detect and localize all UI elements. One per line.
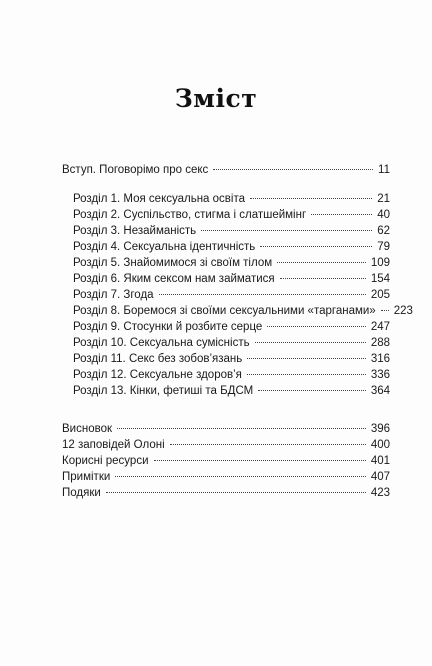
dot-leader bbox=[159, 294, 366, 295]
toc-entry-label: Розділ 7. Згода bbox=[73, 289, 154, 301]
toc-entry-label: Вступ. Поговорімо про секс bbox=[62, 164, 209, 176]
dot-leader bbox=[258, 390, 366, 391]
toc-entry-label: Розділ 2. Суспільство, стигма і слатшеймінг bbox=[73, 209, 307, 221]
toc-entry-back-matter bbox=[62, 437, 390, 453]
toc-entry-label: Розділ 11. Секс без зобов’язань bbox=[73, 353, 243, 365]
toc-entry-intro bbox=[62, 162, 390, 178]
toc-entry-label: Розділ 3. Незайманість bbox=[73, 225, 197, 237]
dot-leader bbox=[311, 214, 372, 215]
toc-entry-back-matter bbox=[62, 469, 390, 485]
dot-leader bbox=[154, 460, 366, 461]
table-of-contents bbox=[62, 162, 413, 501]
toc-entry-page: 316 bbox=[370, 353, 390, 365]
toc-entry-chapter bbox=[62, 319, 390, 335]
toc-entry-page: 79 bbox=[377, 241, 390, 253]
toc-entry-label: Розділ 6. Яким сексом нам займатися bbox=[73, 273, 275, 285]
toc-entry-page: 247 bbox=[370, 321, 390, 333]
toc-entry-page: 11 bbox=[378, 164, 390, 176]
toc-entry-chapter bbox=[62, 207, 390, 223]
toc-entry-page: 205 bbox=[370, 289, 390, 301]
toc-entry-page: 364 bbox=[370, 385, 390, 397]
toc-entry-label: Розділ 1. Моя сексуальна освіта bbox=[73, 193, 245, 205]
dot-leader bbox=[117, 428, 366, 429]
dot-leader bbox=[260, 246, 372, 247]
toc-entry-page: 109 bbox=[370, 257, 390, 269]
toc-entry-label: Корисні ресурси bbox=[62, 455, 149, 467]
toc-entry-page: 401 bbox=[370, 455, 390, 467]
page-title: Зміст bbox=[174, 84, 258, 113]
toc-entry-chapter bbox=[62, 239, 390, 255]
toc-entry-label: Розділ 4. Сексуальна ідентичність bbox=[73, 241, 256, 253]
dot-leader bbox=[170, 444, 366, 445]
toc-entry-chapter bbox=[62, 191, 390, 207]
toc-entry-chapter bbox=[62, 271, 390, 287]
toc-entry-page: 223 bbox=[393, 305, 413, 317]
toc-entry-label: Розділ 12. Сексуальне здоров’я bbox=[73, 369, 242, 381]
toc-entry-page: 40 bbox=[377, 209, 390, 221]
toc-entry-page: 407 bbox=[370, 471, 390, 483]
dot-leader bbox=[277, 262, 366, 263]
dot-leader bbox=[250, 198, 372, 199]
toc-entry-label: Примітки bbox=[62, 471, 111, 483]
toc-entry-page: 62 bbox=[377, 225, 390, 237]
toc-entry-label: Розділ 10. Сексуальна сумісність bbox=[73, 337, 250, 349]
toc-entry-page: 336 bbox=[370, 369, 390, 381]
toc-entry-chapter bbox=[62, 367, 390, 383]
dot-leader bbox=[381, 310, 389, 311]
toc-entry-page: 396 bbox=[370, 423, 390, 435]
toc-entry-page: 288 bbox=[370, 337, 390, 349]
dot-leader bbox=[201, 230, 372, 231]
toc-entry-chapter bbox=[62, 351, 390, 367]
dot-leader bbox=[115, 476, 366, 477]
dot-leader bbox=[247, 358, 366, 359]
toc-entry-page: 21 bbox=[377, 193, 390, 205]
toc-entry-label: 12 заповідей Олоні bbox=[62, 439, 165, 451]
toc-entry-chapter bbox=[62, 303, 413, 319]
toc-entry-page: 154 bbox=[370, 273, 390, 285]
toc-entry-chapter bbox=[62, 255, 390, 271]
dot-leader bbox=[106, 492, 366, 493]
toc-entry-back-matter bbox=[62, 421, 390, 437]
toc-entry-page: 400 bbox=[370, 439, 390, 451]
toc-entry-chapter bbox=[62, 223, 390, 239]
toc-entry-label: Розділ 9. Стосунки й розбите серце bbox=[73, 321, 263, 333]
toc-entry-label: Розділ 8. Боремося зі своїми сексуальними «тарганами» bbox=[73, 305, 376, 317]
toc-entry-chapter bbox=[62, 383, 390, 399]
toc-entry-label: Подяки bbox=[62, 487, 101, 499]
toc-entry-label: Розділ 5. Знайомимося зі своїм тілом bbox=[73, 257, 273, 269]
toc-entry-chapter bbox=[62, 335, 390, 351]
dot-leader bbox=[267, 326, 366, 327]
toc-entry-page: 423 bbox=[370, 487, 390, 499]
dot-leader bbox=[255, 342, 366, 343]
dot-leader bbox=[247, 374, 366, 375]
toc-entry-back-matter bbox=[62, 485, 390, 501]
toc-entry-back-matter bbox=[62, 453, 390, 469]
toc-entry-label: Розділ 13. Кінки, фетиші та БДСМ bbox=[73, 385, 254, 397]
toc-entry-label: Висновок bbox=[62, 423, 112, 435]
dot-leader bbox=[280, 278, 366, 279]
dot-leader bbox=[213, 169, 373, 170]
toc-entry-chapter bbox=[62, 287, 390, 303]
